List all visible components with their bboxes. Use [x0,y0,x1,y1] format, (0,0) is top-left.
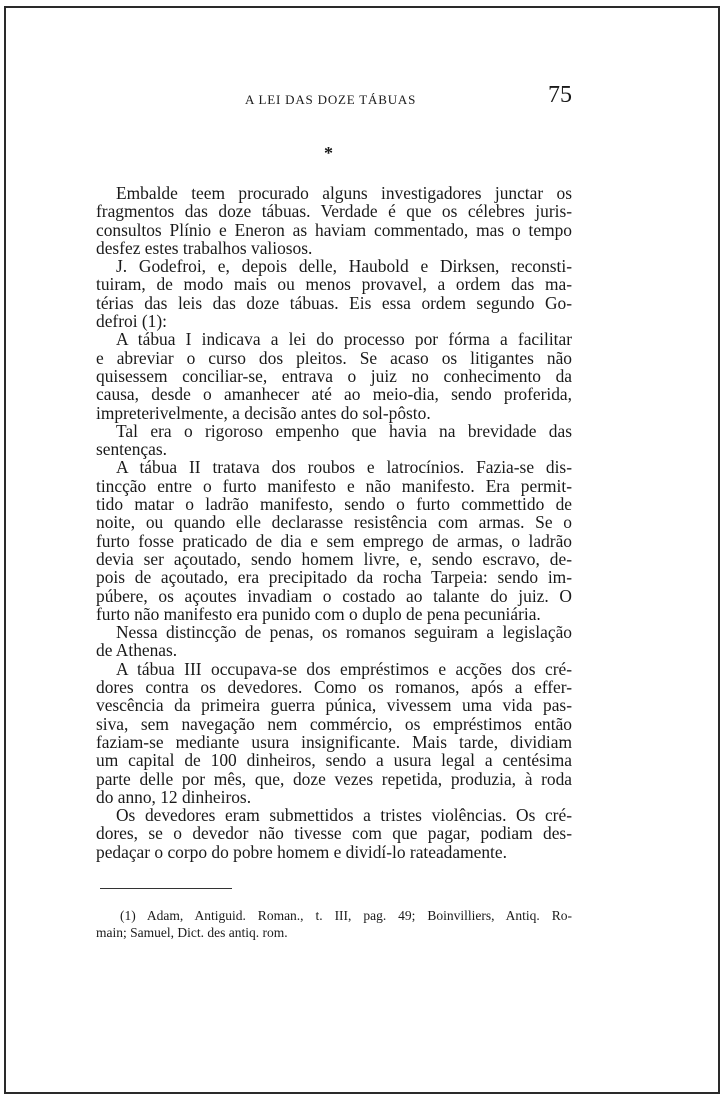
text-line: Tal era o rigoroso empenho que havia na brevidade das [116,420,572,441]
running-head: A LEI DAS DOZE TÁBUAS [245,92,417,107]
footnote-line: main; Samuel, Dict. des antiq. rom. [96,925,288,940]
text-line: dores contra os devedores. Como os romanos, após a effer- [96,677,572,698]
text-line: A tábua I indicava a lei do processo por fórma a facilitar [116,329,572,350]
text-line: parte delle por mês, que, doze vezes repetida, produzia, à roda [96,768,572,789]
text-line: J. Godefroi, e, depois delle, Haubold e Dirksen, reconsti- [116,256,572,277]
text-line: tuiram, de modo mais ou menos provavel, a ordem das ma- [96,274,572,295]
body-text [96,184,572,861]
footnote [96,907,572,941]
text-line: Nessa distincção de penas, os romanos seguiram a legislação [116,622,572,643]
text-line: A tábua III occupava-se dos empréstimos e acções dos cré- [116,658,572,679]
text-line: tincção entre o furto manifesto e não manifesto. Era permit- [96,475,572,496]
text-line: sentenças. [96,439,167,460]
text-line: causa, desde o amanhecer até ao meio-dia, sendo proferida, [96,384,572,405]
text-line: Embalde teem procurado alguns investigadores junctar os [116,183,572,203]
text-line: e abreviar o curso dos pleitos. Se acaso os litigantes não [96,347,572,368]
text-line: siva, sem navegação nem commércio, os empréstimos então [96,713,572,734]
text-line: púbere, os açoutes invadiam o costado ao talante do juiz. O [96,585,572,606]
text-line: noite, ou quando elle declarasse resistência com armas. Se o [96,512,572,533]
text-line: pedaçar o corpo do pobre homem e dividí-lo rateadamente. [96,841,507,862]
text-line: de Athenas. [96,640,178,661]
text-line: furto fosse praticado de dia e sem emprego de armas, o ladrão [96,530,572,551]
text-line: consultos Plínio e Eneron as haviam commentado, mas o tempo [96,219,572,240]
text-line: furto não manifesto era punido com o duplo de pena pecuniária. [96,603,541,624]
footnote-rule [100,888,232,889]
text-line: defroi (1): [96,311,167,332]
text-line: pois de açoutado, era precipitado da rocha Tarpeia: sendo im- [96,567,572,588]
text-line: dores, se o devedor não tivesse com que pagar, podiam des- [96,823,572,844]
text-line: quisessem conciliar-se, entrava o juiz no conhecimento da [96,365,572,386]
section-ornament: * [324,143,333,163]
text-line: A tábua II tratava dos roubos e latrocínios. Fazia-se dis- [116,457,572,478]
page-number: 75 [548,82,572,108]
text-line: fragmentos das doze tábuas. Verdade é que os célebres juris- [96,201,572,222]
footnote-line: (1) Adam, Antiguid. Roman., t. III, pag. 49; Boinvilliers, Antiq. Ro- [120,908,572,923]
text-line: tido matar o ladrão manifesto, sendo o furto commettido de [96,494,572,515]
text-line: vescência da primeira guerra púnica, vivessem uma vida pas- [96,695,572,716]
text-line: devia ser açoutado, sendo homem livre, e, sendo escravo, de- [96,548,572,569]
text-line: Os devedores eram submettidos a tristes violências. Os cré- [116,805,572,826]
text-line: impreterivelmente, a decisão antes do sol-pôsto. [96,402,431,423]
text-line: faziam-se mediante usura insignificante. Mais tarde, dividiam [96,731,572,752]
text-line: um capital de 100 dinheiros, sendo a usura legal a centésima [96,750,572,771]
text-line: desfez estes trabalhos valiosos. [96,237,313,258]
text-line: do anno, 12 dinheiros. [96,786,252,807]
text-line: térias das leis das doze tábuas. Eis essa ordem segundo Go- [96,292,572,313]
